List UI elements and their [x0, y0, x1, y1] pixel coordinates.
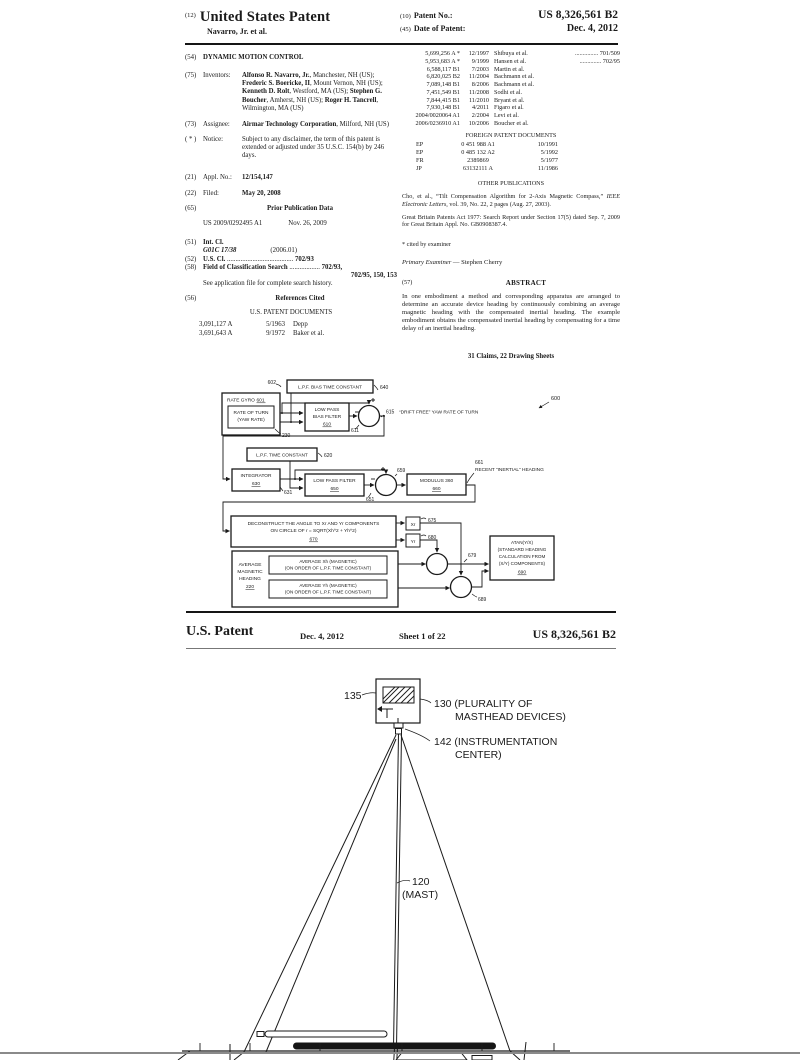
- avg-line1: AVERAGE: [238, 563, 262, 568]
- us-ref-row: 7,451,549 B1 11/2008 Sodhi et al.: [426, 88, 523, 96]
- lpf-time-constant-label: L.P.F. TIME CONSTANT: [256, 453, 308, 459]
- xr-label: Xr: [410, 523, 416, 528]
- inventors-label: Inventors:: [203, 72, 231, 80]
- modulus-label: MODULUS 360: [419, 479, 454, 484]
- box-low-pass-filter: [305, 474, 364, 496]
- block-diagram-figure: [185, 375, 620, 610]
- boom-bar: [293, 1043, 496, 1050]
- ref-689: 689: [478, 597, 487, 603]
- inid-57: (57): [402, 278, 413, 286]
- field-54-title: [185, 54, 397, 62]
- us-ref-row: 5,953,683 A * 9/1999 Hansen et al. .............. 702/95: [425, 57, 620, 65]
- foreign-ref-row: EP 0 451 988 A1 10/1991: [416, 141, 558, 149]
- foreign-ref-row: EP 0 485 132 A2 5/1992: [416, 149, 558, 156]
- field-search-cont: 702/95, 150, 153: [350, 271, 397, 279]
- ref-602: 602: [267, 380, 276, 386]
- patent-number: US 8,326,561 B2: [538, 9, 618, 21]
- abstract-title: ABSTRACT: [505, 278, 547, 287]
- us-patent-documents-title: U.S. PATENT DOCUMENTS: [249, 309, 333, 317]
- us-ref-row-left: 3,691,643 A 9/1972 Baker et al.: [199, 329, 325, 337]
- instrument-fitting-top: [394, 723, 403, 728]
- inid-21: (21): [185, 173, 197, 181]
- inid-56: (56): [185, 295, 197, 303]
- atan-line1: ATAN(Y/X): [510, 540, 534, 545]
- rate-gyro-title: RATE GYRO: [227, 398, 255, 404]
- inid-code-45: (45): [400, 26, 411, 33]
- field-21-appl-no: [185, 174, 397, 182]
- label-120-line2: (MAST): [402, 889, 439, 901]
- biblio-left-column: [185, 52, 397, 338]
- sheet-header-date: Dec. 4, 2012: [300, 631, 344, 641]
- rate-of-turn-line2: (YAW RATE): [237, 418, 265, 423]
- inid-star: ( * ): [185, 136, 197, 144]
- ref-640: 640: [380, 385, 389, 391]
- yr-label: Yr: [410, 540, 416, 545]
- abstract-text: In one embodiment a method and corresponding apparatus are arranged to determine an accurate device heading by continuously combining an average magnetic heading with the compensated inertial heading. The example embodiment obtains the compensated inertial heading by compensating for a time delay of an inertial heading.: [402, 292, 620, 332]
- ref-679: 679: [468, 553, 477, 559]
- ref-680: 680: [428, 535, 437, 541]
- us-ref-row-left: 3,091,127 A 5/1963 Depp: [199, 321, 308, 329]
- field-51-int-cl: [185, 239, 397, 247]
- prior-pub-date: Nov. 26, 2009: [288, 220, 327, 228]
- publication-2: Great Britain Patents Act 1977: Search Report under Section 17(5) dated Sep. 7, 2009 for Great Britain Appl. No. GB0908387.4.: [402, 213, 620, 229]
- ref-690: 690: [517, 570, 527, 576]
- avg-x-line1: AVERAGE Xh (MAGNETIC): [299, 559, 357, 564]
- ref-601: 601: [256, 398, 265, 404]
- claims-summary: 31 Claims, 22 Drawing Sheets: [467, 352, 555, 360]
- deconstruct-line1: DECONSTRUCT THE ANGLE TO Xr AND Yr COMPONENTS: [247, 522, 380, 527]
- us-ref-row: 2004/0020064 A1 2/2004 Levi et al.: [415, 112, 519, 119]
- assignee-label: Assignee:: [203, 120, 230, 128]
- us-ref-row: 7,089,148 B1 8/2006 Bachmann et al.: [426, 81, 535, 88]
- field-75-inventors: [185, 72, 397, 113]
- int-cl-label: Int. Cl.: [203, 239, 224, 247]
- us-ref-row: 5,699,256 A * 12/1997 Shibuya et al. ............... 701/509: [425, 50, 620, 57]
- waterline: [0, 1052, 800, 1054]
- jib-stay-line: [266, 739, 396, 1052]
- field-65-prior-pub: [185, 205, 397, 213]
- us-cl-value: U.S. Cl. ....................................... 702/93: [203, 255, 314, 263]
- page-title: United States Patent: [199, 9, 331, 25]
- bias-filter-line2: BIAS FILTER: [312, 415, 342, 420]
- primary-examiner: Primary Examiner — Stephen Cherry: [402, 258, 503, 266]
- ref-630: 630: [251, 482, 261, 487]
- ref-660: 660: [432, 487, 441, 492]
- summing-junction-2: [376, 475, 397, 496]
- field-58-field-search: [185, 264, 397, 272]
- ref-620: 620: [324, 453, 333, 459]
- sheet-header: [186, 622, 616, 648]
- foreign-ref-row: JP 63132111 A 11/1986: [416, 164, 558, 172]
- label-142-line1: 142 (INSTRUMENTATION: [434, 736, 558, 748]
- integrator-label: INTEGRATOR: [240, 474, 272, 479]
- lpf-bias-constant-label: L.P.F. BIAS TIME CONSTANT: [298, 385, 362, 391]
- ref-659: 659: [397, 468, 406, 474]
- notice-label: Notice:: [203, 136, 224, 144]
- ref-610: 610: [322, 422, 332, 428]
- instrument-fitting-bottom: [396, 729, 402, 735]
- label-135: 135: [344, 690, 362, 702]
- ref-651: 651: [366, 497, 375, 503]
- inid-58: (58): [185, 263, 197, 271]
- invention-title: DYNAMIC MOTION CONTROL: [203, 54, 304, 61]
- us-ref-row: 6,820,025 B2 11/2004 Bachmann et al.: [426, 73, 535, 81]
- biblio-right-column: [402, 50, 620, 361]
- inid-code-12: (12): [185, 12, 196, 19]
- inventors-value: Alfonso R. Navarro, Jr., Manchester, NH (US); Frederic S. Boericke, II, Mount Vernon, NH (US); Kenneth D. Rolt, Westford, MA (US); Stephen G. Boucher, Amherst, NH (US); Roger H. Tancrell, Wilmington, MA (US): [242, 72, 383, 112]
- inid-51: (51): [185, 239, 197, 247]
- int-cl-version: (2006.01): [270, 247, 298, 255]
- prior-pub-row: [185, 220, 397, 228]
- avg-x-line2: (ON ORDER OF L.P.F. TIME CONSTANT): [284, 565, 372, 571]
- recent-inertial-label: RECENT “INERTIAL” HEADING: [475, 468, 544, 473]
- inid-65: (65): [185, 204, 197, 212]
- label-130-line1: 130 (PLURALITY OF: [434, 698, 533, 710]
- prior-pub-title: Prior Publication Data: [267, 204, 333, 212]
- inid-73: (73): [185, 120, 197, 128]
- multiplier-2: [451, 577, 472, 598]
- bias-filter-line1: LOW PASS: [314, 408, 340, 413]
- ref-670: 670: [309, 537, 318, 543]
- int-cl-row: [185, 247, 397, 255]
- assignee-value: Airmar Technology Corporation, Milford, NH (US): [242, 120, 389, 128]
- patent-no-label: Patent No.:: [413, 11, 453, 20]
- ref-611: 611: [351, 428, 359, 434]
- label-120-line1: 120: [412, 876, 430, 888]
- ref-650: 650: [330, 487, 339, 492]
- label-130-line2: MASTHEAD DEVICES): [455, 711, 566, 723]
- references-cited-title: References Cited: [275, 295, 325, 303]
- field-22-filed: [185, 190, 397, 198]
- other-publications-title: OTHER PUBLICATIONS: [477, 180, 545, 188]
- sheet-header-underline: [186, 648, 616, 649]
- int-cl-class: G01C 17/38: [203, 247, 237, 255]
- ref-615: 615: [386, 409, 395, 416]
- us-ref-row: 7,844,415 B1 11/2010 Bryant et al.: [426, 96, 525, 104]
- field-52-us-cl: [185, 256, 397, 264]
- filed-value: May 20, 2008: [242, 189, 281, 197]
- patent-authors: Navarro, Jr. et al.: [207, 27, 267, 36]
- avg-y-line2: (ON ORDER OF L.P.F. TIME CONSTANT): [284, 589, 372, 595]
- low-pass-filter-label: LOW PASS FILTER: [313, 479, 356, 484]
- foreign-ref-row: FR 2389869 5/1977: [416, 156, 558, 164]
- atan-line2: (STANDARD HEADING: [497, 547, 547, 552]
- field-search-value: Field of Classification Search .................. 702/93,: [203, 263, 343, 271]
- inid-75: (75): [185, 72, 197, 80]
- ref-230: 230: [282, 433, 291, 439]
- field-56-references: [185, 295, 397, 303]
- patent-number-block: [400, 9, 618, 36]
- filed-label: Filed:: [203, 189, 219, 197]
- publication-1: Cho, et al., “Tilt Compensation Algorithm for 2-Axis Magnetic Compass,” IEEE Electronic Letters, vol. 39, No. 22, 2 pages (Aug. 27, 2003).: [402, 193, 620, 208]
- label-142-line2: CENTER): [455, 749, 502, 761]
- box-rate-of-turn: [228, 406, 274, 428]
- foreign-patents-title: FOREIGN PATENT DOCUMENTS: [465, 131, 557, 139]
- inid-52: (52): [185, 255, 197, 263]
- abstract-heading-row: [402, 279, 620, 288]
- forestay-line: [244, 735, 396, 1052]
- inid-code-10: (10): [400, 13, 411, 20]
- inid-54: (54): [185, 54, 197, 61]
- avg-line3: HEADING: [239, 577, 261, 582]
- atan-line4: (X/Y) COMPONENTS): [498, 561, 546, 566]
- box-integrator: [232, 469, 280, 491]
- appl-no-value: 12/154,147: [242, 173, 273, 181]
- ref-675: 675: [428, 518, 437, 524]
- deck-box: [472, 1056, 492, 1060]
- us-ref-row: 7,930,148 B1 4/2011 Figaro et al.: [426, 104, 524, 112]
- summing-junction-1: [359, 406, 380, 427]
- notice-text: Subject to any disclaimer, the term of this patent is extended or adjusted under 35 U.S.C. 154(b) by 246 days.: [242, 136, 385, 160]
- field-notice: [185, 136, 397, 160]
- date-of-patent-label: Date of Patent:: [413, 24, 466, 33]
- rate-of-turn-line1: RATE OF TURN: [233, 411, 269, 416]
- sheet-header-title: U.S. Patent: [186, 624, 254, 639]
- sailboat-figure: [160, 655, 640, 1060]
- field-73-assignee: [185, 121, 397, 129]
- ref-220: 220: [245, 585, 255, 590]
- prior-pub-number: US 2009/0292495 A1: [203, 220, 263, 228]
- page-break-rule: [186, 611, 616, 613]
- inid-22: (22): [185, 189, 197, 197]
- atan-line3: CALCULATION FROM: [498, 554, 546, 559]
- us-ref-row: 2006/0236910 A1 10/2006 Boucher et al.: [415, 119, 529, 127]
- field-search-note: See application file for complete search history.: [203, 279, 333, 287]
- date-of-patent: Dec. 4, 2012: [566, 23, 618, 34]
- spreader-cap: [257, 1032, 264, 1037]
- ref-600: 600: [551, 396, 561, 402]
- avg-line2: MAGNETIC: [237, 570, 263, 575]
- ref-631: 631: [284, 490, 293, 496]
- spreader-bar: [265, 1031, 387, 1037]
- patent-front-header: [185, 8, 618, 42]
- drift-free-label: “DRIFT FREE” YAW RATE OF TURN: [399, 410, 479, 416]
- sheet-patent-number: US 8,326,561 B2: [532, 627, 616, 641]
- header-divider: [185, 43, 618, 45]
- appl-no-label: Appl. No.:: [203, 173, 232, 181]
- sheet-number: Sheet 1 of 22: [399, 631, 446, 641]
- us-ref-row: 6,588,117 B1 7/2003 Martin et al.: [426, 65, 525, 73]
- avg-y-line1: AVERAGE Yh (MAGNETIC): [299, 583, 357, 588]
- cited-by-examiner: * cited by examiner: [402, 241, 451, 248]
- deconstruct-line2: ON CIRCLE OF r = SQRT(Xh^2 + Yh^2): [270, 529, 357, 534]
- multiplier-1: [427, 554, 448, 575]
- ref-661: 661: [475, 460, 484, 466]
